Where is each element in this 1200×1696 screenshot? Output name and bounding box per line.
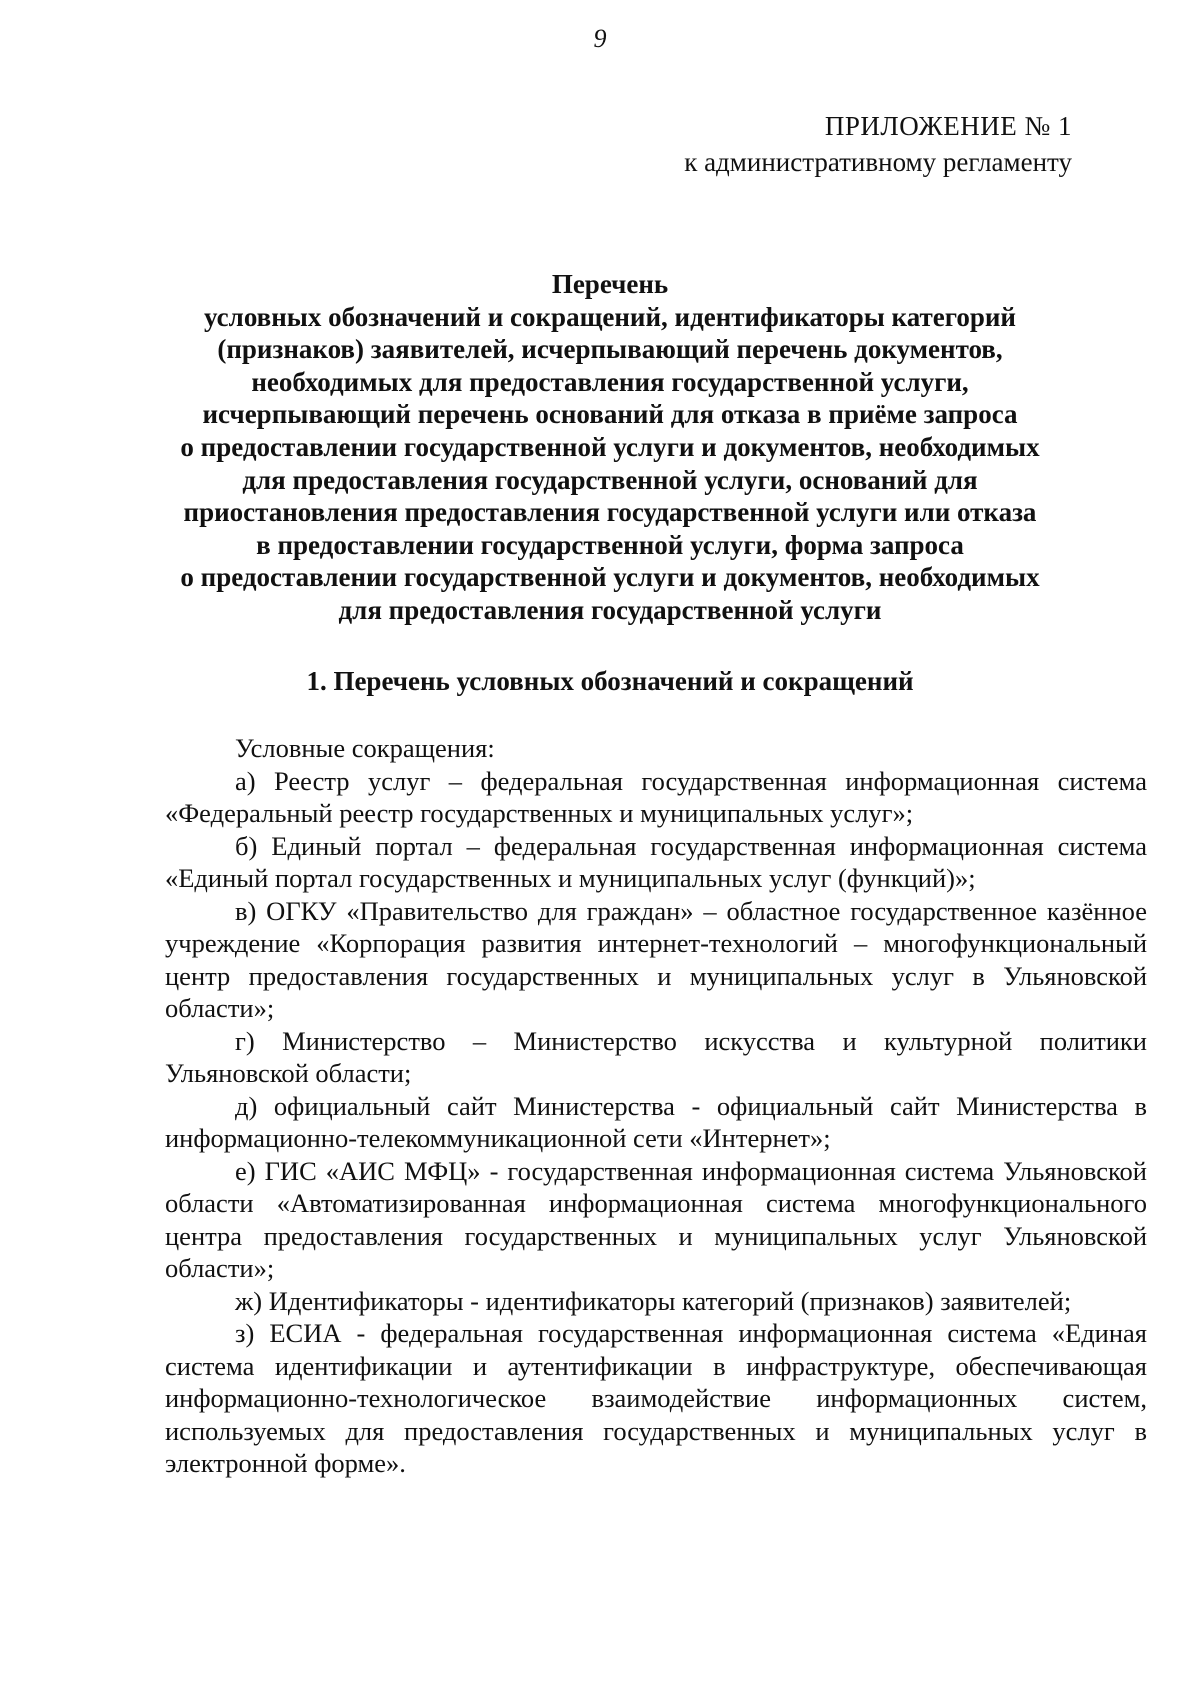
paragraph-item-e: е) ГИС «АИС МФЦ» - государственная информационная система Ульяновской области «Автоматизированная информационная система многофункционального центра предоставления государственных и муниципальных услуг Ульяновской области»; — [165, 1155, 1147, 1283]
title-line: необходимых для предоставления государственной услуги, — [251, 366, 969, 397]
title-line: в предоставлении государственной услуги, форма запроса — [256, 529, 964, 560]
title-line: приостановления предоставления государственной услуги или отказа — [183, 497, 1037, 528]
appendix-header — [684, 108, 1072, 180]
appendix-title: ПРИЛОЖЕНИЕ № 1 — [824, 111, 1072, 141]
section-heading: 1. Перечень условных обозначений и сокращений — [306, 666, 914, 696]
paragraph-item-d: д) официальный сайт Министерства - официальный сайт Министерства в информационно-телекоммуникационной сети «Интернет»; — [165, 1090, 1147, 1153]
title-line: для предоставления государственной услуги, оснований для — [242, 464, 978, 495]
appendix-subtitle: к административному регламенту — [684, 147, 1072, 177]
page-number: 9 — [593, 24, 607, 53]
title-line: Перечень — [551, 269, 669, 299]
body-text — [165, 732, 1147, 1480]
title-line: о предоставлении государственной услуги и документов, необходимых — [180, 562, 1040, 593]
paragraph-item-v: в) ОГКУ «Правительство для граждан» – областное государственное казённое учреждение «Корпорация развития интернет-технологий – многофункциональный центр предоставления государственных и муниципальных услуг в Ульяновской области»; — [165, 895, 1147, 1023]
paragraph-item-b: б) Единый портал – федеральная государственная информационная система «Единый портал государственных и муниципальных услуг (функций)»; — [165, 830, 1147, 893]
paragraph-item-zh: ж) Идентификаторы - идентификаторы категорий (признаков) заявителей; — [235, 1285, 1072, 1316]
paragraph-intro: Условные сокращения: — [235, 733, 495, 763]
title-line: (признаков) заявителей, исчерпывающий перечень документов, — [217, 334, 1003, 365]
paragraph-item-g: г) Министерство – Министерство искусства и культурной политики Ульяновской области; — [165, 1025, 1147, 1088]
document-title — [150, 268, 1070, 627]
title-line: для предоставления государственной услуги — [338, 594, 882, 625]
title-line: условных обозначений и сокращений, идентификаторы категорий — [204, 301, 1016, 332]
title-line: о предоставлении государственной услуги и документов, необходимых — [180, 431, 1040, 462]
paragraph-item-a: а) Реестр услуг – федеральная государственная информационная система «Федеральный реестр государственных и муниципальных услуг»; — [165, 765, 1147, 828]
title-line: исчерпывающий перечень оснований для отказа в приёме запроса — [202, 399, 1018, 430]
paragraph-item-z: з) ЕСИА - федеральная государственная информационная система «Единая система идентификации и аутентификации в инфраструктуре, обеспечивающая информационно-технологическое взаимодействие информационных систем, используемых для предоставления государственных и муниципальных услуг в электронной форме». — [165, 1318, 1147, 1478]
